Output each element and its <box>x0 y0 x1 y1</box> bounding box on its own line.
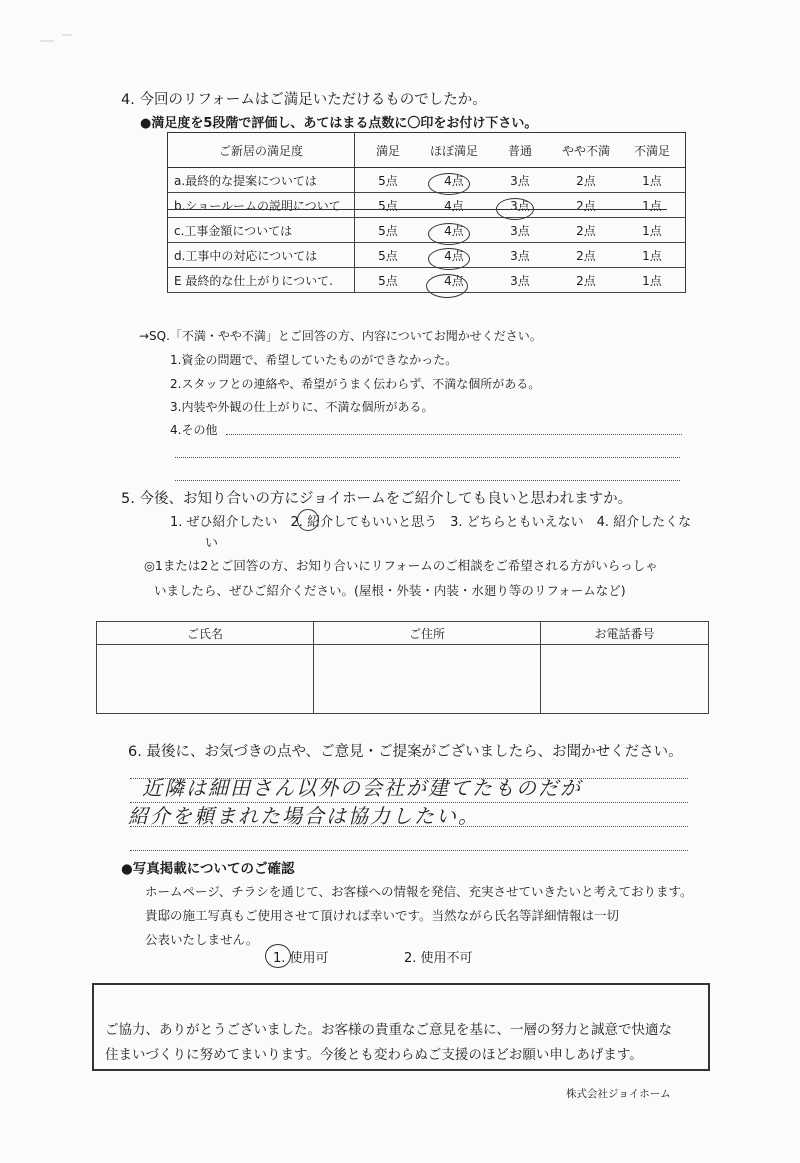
q4-title: 4. 今回のリフォームはご満足いただけるものでしたか。 <box>121 92 487 108</box>
table-header-row <box>97 622 709 645</box>
sq-item: 2.スタッフとの連絡や、希望がうまく伝わらず、不満な個所がある。 <box>170 377 541 391</box>
score-cell[interactable]: 4点 <box>421 268 487 293</box>
score-cell[interactable]: 2点 <box>553 193 619 218</box>
selection-circle <box>428 173 470 195</box>
score-cell[interactable]: 1点 <box>619 243 686 268</box>
score-cell[interactable]: 3点 <box>487 168 553 193</box>
company-name: 株式会社ジョイホーム <box>566 1088 671 1100</box>
score-cell[interactable]: 5点 <box>355 193 422 218</box>
scan-mark <box>62 34 72 36</box>
score-cell[interactable]: 2点 <box>553 168 619 193</box>
photo-text: 公表いたしません。 <box>145 932 259 947</box>
q5-note: いましたら、ぜひご紹介ください。(屋根・外装・内装・水廻り等のリフォームなど) <box>154 583 626 598</box>
header-cell: やや不満 <box>553 133 619 168</box>
selection-circle <box>426 274 468 298</box>
score-cell[interactable]: 3点 <box>487 218 553 243</box>
table-row <box>97 645 709 714</box>
scan-mark <box>40 40 54 42</box>
address-field[interactable] <box>314 645 541 714</box>
header-phone: お電話番号 <box>541 622 709 645</box>
photo-text: ホームページ、チラシを通じて、お客様への情報を発信、充実させていきたいと考えております。 <box>145 884 693 899</box>
photo-title: ●写真掲載についてのご確認 <box>121 861 295 877</box>
score-cell[interactable]: 3点 <box>487 243 553 268</box>
q6-title: 6. 最後に、お気づきの点や、ご意見・ご提案がございましたら、お聞かせください。 <box>128 744 683 760</box>
q4-instruction: ●満足度を5段階で評価し、あてはまる点数に〇印をお付け下さい。 <box>140 116 538 131</box>
handwritten-comment: 紹介を頼まれた場合は協力したい。 <box>128 804 480 828</box>
score-cell[interactable]: 2点 <box>553 218 619 243</box>
selection-circle <box>265 944 291 968</box>
q5-options: 1. ぜひ紹介したい 2. 紹介してもいいと思う 3. どちらともいえない 4. 紹介したくな <box>170 515 692 530</box>
answer-line[interactable] <box>175 457 680 458</box>
sq-question: →SQ.「不満・やや不満」とご回答の方、内容についてお聞かせください。 <box>139 329 542 343</box>
table-row <box>168 243 686 268</box>
score-cell[interactable]: 1点 <box>619 268 686 293</box>
phone-field[interactable] <box>541 645 709 714</box>
score-cell[interactable]: 4点 <box>421 168 487 193</box>
selection-circle <box>297 509 319 531</box>
score-cell[interactable]: 1点 <box>619 218 686 243</box>
table-row <box>168 168 686 193</box>
header-address: ご住所 <box>314 622 541 645</box>
q5-note: ◎1または2とご回答の方、お知り合いにリフォームのご相談をご希望される方がいらっしゃ <box>144 558 658 573</box>
sq-item: 4.その他 <box>170 423 218 437</box>
header-cell: ご新居の満足度 <box>168 133 355 168</box>
score-cell[interactable]: 5点 <box>355 218 422 243</box>
row-label: E 最終的な仕上がりについて. <box>168 268 355 293</box>
sq-item: 1.資金の問題で、希望していたものができなかった。 <box>170 353 458 367</box>
selection-circle <box>428 248 470 270</box>
q5-options-wrap: い <box>205 536 219 551</box>
photo-option-deny[interactable]: 2. 使用不可 <box>404 951 473 966</box>
score-cell[interactable]: 4点 <box>421 193 487 218</box>
selection-circle <box>496 198 534 220</box>
closing-text: ご協力、ありがとうございました。お客様の貴重なご意見を基に、一層の努力と誠意で快適な <box>105 1022 672 1038</box>
table-row <box>168 193 686 218</box>
photo-text: 貴邸の施工写真もご使用させて頂ければ幸いです。当然ながら氏名等詳細情報は一切 <box>145 908 620 923</box>
sq-item: 3.内装や外観の仕上がりに、不満な個所がある。 <box>170 400 434 414</box>
header-cell: 不満足 <box>619 133 686 168</box>
header-cell: 普通 <box>487 133 553 168</box>
photo-option-allow[interactable]: 1. 使用可 <box>273 951 329 966</box>
answer-line[interactable] <box>130 850 688 851</box>
satisfaction-table <box>167 132 686 293</box>
score-cell[interactable]: 1点 <box>619 168 686 193</box>
row-label: a.最終的な提案については <box>168 168 355 193</box>
closing-text: 住まいづくりに努めてまいります。今後とも変わらぬご支援のほどお願い申しあげます。 <box>105 1047 643 1063</box>
score-cell[interactable]: 5点 <box>355 243 422 268</box>
table-header-row <box>168 133 686 168</box>
table-row <box>168 218 686 243</box>
score-cell[interactable]: 3点 <box>487 193 553 218</box>
row-label: d.工事中の対応については <box>168 243 355 268</box>
header-cell: ほぼ満足 <box>421 133 487 168</box>
handwritten-comment: 近隣は細田さん以外の会社が建てたものだが <box>142 776 582 800</box>
score-cell[interactable]: 4点 <box>421 243 487 268</box>
selection-circle <box>428 223 470 245</box>
score-cell[interactable]: 1点 <box>619 193 686 218</box>
header-name: ご氏名 <box>97 622 314 645</box>
answer-line[interactable] <box>175 480 680 481</box>
q5-title: 5. 今後、お知り合いの方にジョイホームをご紹介しても良いと思われますか。 <box>121 491 633 507</box>
score-cell[interactable]: 5点 <box>355 168 422 193</box>
row-label: c.工事金額については <box>168 218 355 243</box>
answer-line[interactable] <box>226 434 682 435</box>
score-cell[interactable]: 5点 <box>355 268 422 293</box>
header-cell: 満足 <box>355 133 422 168</box>
score-cell[interactable]: 4点 <box>421 218 487 243</box>
name-field[interactable] <box>97 645 314 714</box>
score-cell[interactable]: 3点 <box>487 268 553 293</box>
row-label: b.ショールームの説明について <box>168 193 355 218</box>
strikethrough-line <box>167 209 667 210</box>
score-cell[interactable]: 2点 <box>553 243 619 268</box>
referral-table <box>96 621 709 714</box>
score-cell[interactable]: 2点 <box>553 268 619 293</box>
